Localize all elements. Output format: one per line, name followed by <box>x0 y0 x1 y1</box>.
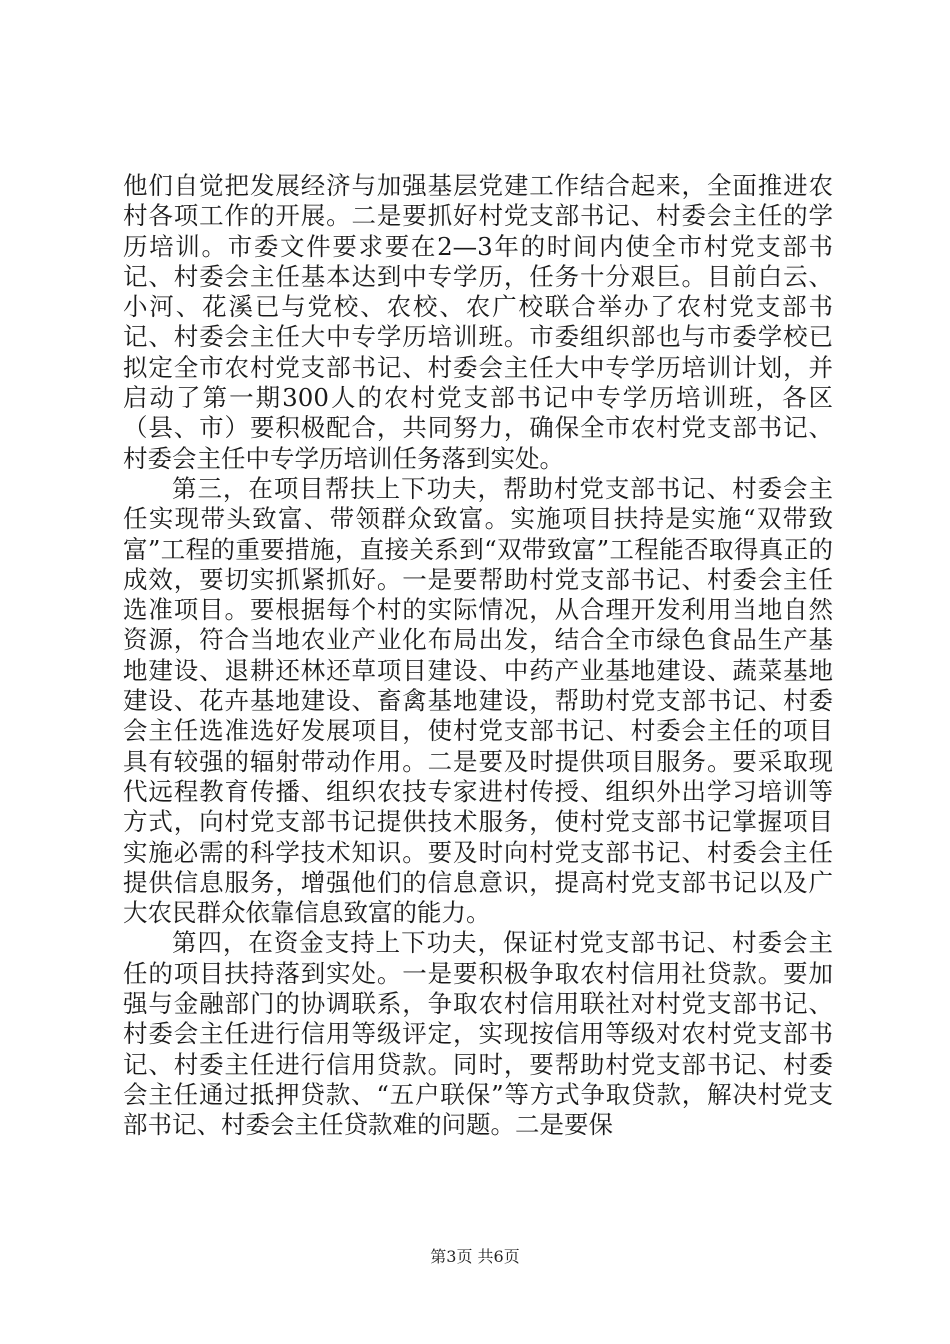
page-footer: 第3页 共6页 <box>430 1247 520 1266</box>
paragraph-3: 第四，在资金支持上下功夫，保证村党支部书记、村委会主任的项目扶持落到实处。一是要积极争取农村信用社贷款。要加强与金融部门的协调联系，争取农村信用联社对村党支部书记、村委会主任进行信用等级评定，实现按信用等级对农村党支部书记、村委主任进行信用贷款。同时，要帮助村党支部书记、村委会主任通过抵押贷款、“五户联保”等方式争取贷款，解决村党支部书记、村委会主任贷款难的问题。二是要保 <box>123 928 833 1140</box>
paragraph-2: 第三，在项目帮扶上下功夫，帮助村党支部书记、村委会主任实现带头致富、带领群众致富。实施项目扶持是实施“双带致富”工程的重要措施，直接关系到“双带致富”工程能否取得真正的成效，要切实抓紧抓好。一是要帮助村党支部书记、村委会主任选准项目。要根据每个村的实际情况，从合理开发利用当地自然资源，符合当地农业产业化布局出发，结合全市绿色食品生产基地建设、退耕还林还草项目建设、中药产业基地建设、蔬菜基地建设、花卉基地建设、畜禽基地建设，帮助村党支部书记、村委会主任选准选好发展项目，使村党支部书记、村委会主任的项目具有较强的辐射带动作用。二是要及时提供项目服务。要采取现代远程教育传播、组织农技专家进村传授、组织外出学习培训等方式，向村党支部书记提供技术服务，使村党支部书记掌握项目实施必需的科学技术知识。要及时向村党支部书记、村委会主任提供信息服务，增强他们的信息意识，提高村党支部书记以及广大农民群众依靠信息致富的能力。 <box>123 473 833 928</box>
paragraph-1: 他们自觉把发展经济与加强基层党建工作结合起来，全面推进农村各项工作的开展。二是要抓好村党支部书记、村委会主任的学历培训。市委文件要求要在2—3年的时间内使全市村党支部书记、村委会主任基本达到中专学历，任务十分艰巨。目前白云、小河、花溪已与党校、农校、农广校联合举办了农村党支部书记、村委会主任大中专学历培训班。市委组织部也与市委学校已拟定全市农村党支部书记、村委会主任大中专学历培训计划，并启动了第一期300人的农村党支部书记中专学历培训班，各区（县、市）要积极配合，共同努力，确保全市农村党支部书记、村委会主任中专学历培训任务落到实处。 <box>123 171 833 473</box>
document-body <box>123 171 833 1141</box>
